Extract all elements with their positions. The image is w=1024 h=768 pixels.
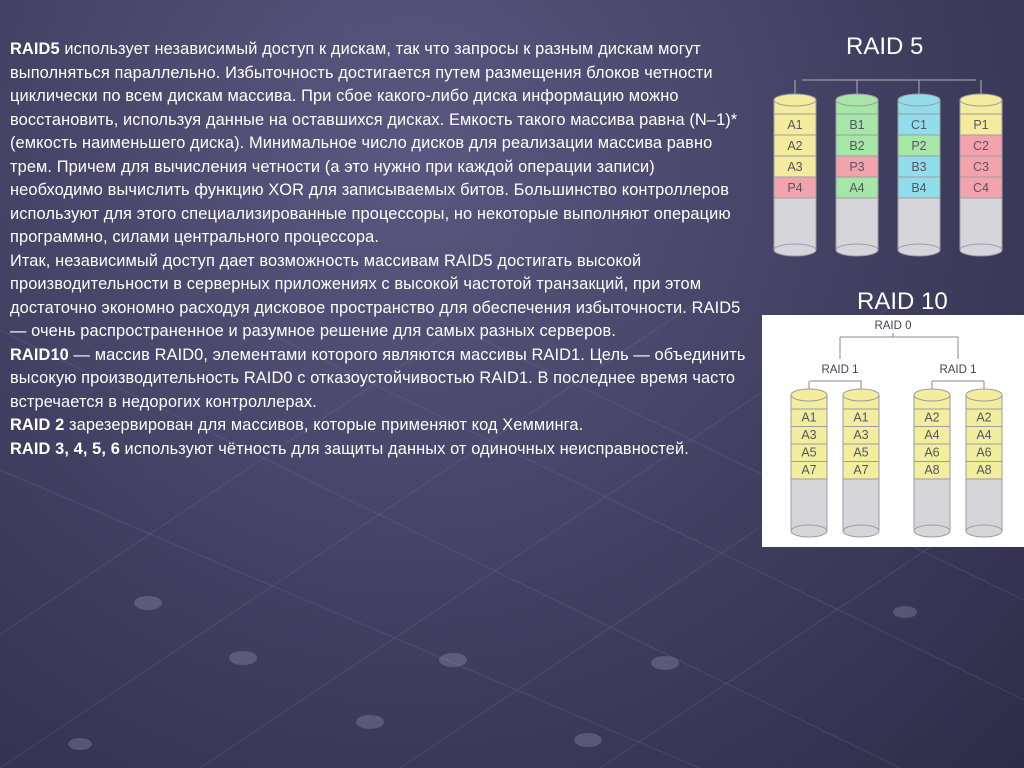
raid10-disk-top [791, 389, 827, 401]
raid10-disk-block-label: A3 [801, 428, 817, 443]
raid10-disk-block-label: A1 [853, 410, 869, 425]
raid5-description: использует независимый доступ к дискам, так что запросы к разным дискам могут выполняться параллельно. Избыточность достигается путем размещения блоков четности циклически по всем дискам массива. При сбое какого-либо диска информацию можно восстановить, используя данные на оставшихся дисках. Емкость такого массива равна (N–1)*(емкость наименьшего диска). Минимальное число дисков для реализации массива равно трем. Причем для вычисления четности (а это нужно при каждой операции записи) необходимо вычислить функцию XOR для записываемых битов. Большинство контроллеров используют для этого специализированные процессоры, но некоторые выполняют операцию программно, силами центрального процессора. [10, 40, 738, 246]
raid5-disk-block-label: A3 [787, 160, 803, 175]
raid10-disk-block-label: A7 [853, 463, 869, 478]
raid10-disk-block-label: A2 [924, 410, 940, 425]
raid5-disk-block-label: P3 [849, 160, 865, 175]
raid5-disk-block-label: B2 [849, 139, 865, 154]
raid10-paragraph [10, 344, 750, 415]
raid10-disk-bottom [843, 525, 879, 537]
slide-body-text [10, 38, 750, 461]
raid10-disk-block-label: A1 [801, 410, 817, 425]
raid5-disk [774, 94, 816, 256]
raid3456-description: используют чётность для защиты данных от одиночных неисправностей. [119, 439, 689, 458]
raid5-disk-top [898, 94, 940, 106]
raid10-diagram [762, 315, 1024, 547]
raid10-top-label: RAID 0 [874, 320, 912, 332]
raid5-disk-bottom [898, 244, 940, 256]
raid10-disk [966, 389, 1002, 537]
raid5-term: RAID5 [10, 40, 60, 58]
raid5-disk-block-label: C4 [973, 181, 989, 196]
raid2-term: RAID 2 [10, 416, 65, 434]
raid10-disk-bottom [966, 525, 1002, 537]
raid5-disk-block-label: A2 [787, 139, 803, 154]
raid10-disk-block-label: A6 [976, 445, 992, 460]
raid5-disk-block-label: B4 [911, 181, 927, 196]
raid5-disk-block-label: P1 [973, 118, 989, 133]
raid10-disk-block-label: A4 [976, 428, 992, 443]
raid10-disk [791, 389, 827, 537]
raid10-disk-block-label: A8 [976, 463, 992, 478]
raid5-disk [898, 94, 940, 256]
raid5-disk-block-label: P4 [787, 181, 803, 196]
raid5-disk-bottom [774, 244, 816, 256]
raid10-disk-block-label: A7 [801, 463, 817, 478]
raid10-disk-block-label: A3 [853, 428, 869, 443]
raid2-description: зарезервирован для массивов, которые применяют код Хемминга. [64, 416, 584, 434]
raid5-disk [836, 94, 878, 256]
raid2-paragraph [10, 414, 750, 438]
raid5-disk-top [774, 94, 816, 106]
raid5-disk-block-label: C1 [911, 118, 927, 133]
raid3456-paragraph [10, 438, 750, 462]
raid10-disk-block-label: A2 [976, 410, 992, 425]
raid10-group-label-left: RAID 1 [821, 364, 859, 376]
raid5-disk-block-label: B1 [849, 118, 865, 133]
raid10-disk-bottom [791, 525, 827, 537]
raid5-disk-bottom [960, 244, 1002, 256]
raid10-disk-top [843, 389, 879, 401]
raid10-disk-block-label: A5 [801, 445, 817, 460]
raid5-disk-block-label: C3 [973, 160, 989, 175]
raid10-description: — массив RAID0, элементами которого являются массивы RAID1. Цель — объединить высокую производительность RAID0 с отказоустойчивостью RAID1. В последнее время часто встречается в недорогих контроллерах. [10, 345, 746, 411]
raid5-disk-bottom [836, 244, 878, 256]
raid10-group-label-right: RAID 1 [939, 364, 977, 376]
raid10-disk-bottom [914, 525, 950, 537]
raid3456-term: RAID 3, 4, 5, 6 [10, 439, 120, 458]
raid5-diagram-title: RAID 5 [846, 33, 924, 60]
summary-paragraph: Итак, независимый доступ дает возможность массивам RAID5 достигать высокой производительности в серверных приложениях с высокой частотой транзакций, при этом достаточно экономно расходуя дисковое пространство для обеспечения избыточности. RAID5 — очень распространенное и разумное решение для самых разных серверов. [10, 251, 741, 340]
raid5-paragraph [10, 38, 750, 250]
raid5-diagram [764, 60, 1014, 260]
raid10-diagram-title: RAID 10 [857, 288, 948, 315]
raid10-disk-block-label: A5 [853, 445, 869, 460]
raid5-disk-top [960, 94, 1002, 106]
raid10-disk-block-label: A6 [924, 445, 940, 460]
raid10-disk-top [966, 389, 1002, 401]
raid10-disk [843, 389, 879, 537]
raid10-disk-block-label: A4 [924, 428, 940, 443]
raid5-disk-block-label: P2 [911, 139, 927, 154]
raid5-disk-top [836, 94, 878, 106]
raid5-disk-block-label: A1 [787, 118, 803, 133]
raid10-disk-block-label: A8 [924, 463, 940, 478]
raid10-disk-top [914, 389, 950, 401]
raid10-term: RAID10 [10, 345, 69, 364]
raid5-disk [960, 94, 1002, 256]
raid5-disk-block-label: B3 [911, 160, 927, 175]
raid5-disk-block-label: A4 [849, 181, 865, 196]
raid5-disk-block-label: C2 [973, 139, 989, 154]
raid10-disk [914, 389, 950, 537]
